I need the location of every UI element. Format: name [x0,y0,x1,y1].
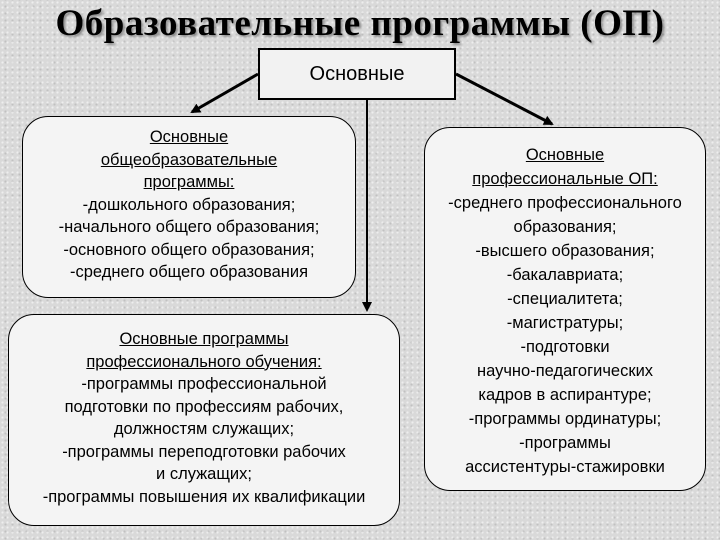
prof-op-item-2: образования; [513,218,617,236]
prof-op-heading-2: профессиональные ОП: [472,170,658,188]
prof-op-item-4: -бакалавриата; [506,266,624,284]
prof-op-item-8: научно-педагогических [476,362,654,380]
prof-op-item-9: кадров в аспирантуре; [478,386,652,404]
general-education-box [22,116,356,298]
general-item-2: -начального общего образования; [58,218,320,236]
prof-op-item-5: -специалитета; [507,290,623,308]
training-item-3: должностям служащих; [113,420,295,438]
prof-op-item-7: -подготовки [520,338,610,356]
professional-programs-box [424,127,706,491]
page-title: Образовательные программы (ОП) [55,3,665,44]
general-heading-2: общеобразовательные [100,150,278,169]
main-programs-box: Основные [258,48,456,100]
training-item-2: подготовки по профессиям рабочих, [64,397,344,416]
prof-op-item-3: -высшего образования; [475,242,655,260]
general-item-3: -основного общего образования; [63,240,315,259]
general-heading-1: Основные [149,128,229,146]
prof-op-item-6: -магистратуры; [506,314,624,332]
prof-op-item-12: ассистентуры-стажировки [465,458,665,476]
professional-training-box [8,314,400,526]
training-item-1: -программы профессиональной [81,375,327,393]
training-heading-2: профессионального обучения: [86,352,322,371]
training-item-4: -программы переподготовки рабочих [62,442,346,461]
arrow-to-prof-op [456,74,552,124]
prof-op-item-11: -программы [519,434,611,452]
training-item-6: -программы повышения их квалификации [42,487,366,506]
general-item-1: -дошкольного образования; [82,195,296,214]
arrow-to-general [192,74,258,112]
general-item-4: -среднего общего образования [69,263,309,281]
prof-op-heading-1: Основные [525,146,605,164]
prof-op-item-10: -программы ординатуры; [468,410,662,428]
training-item-5: и служащих; [156,465,252,483]
prof-op-item-1: -среднего профессионального [448,194,682,212]
general-heading-3: программы: [143,173,235,191]
training-heading-1: Основные программы [119,330,289,348]
